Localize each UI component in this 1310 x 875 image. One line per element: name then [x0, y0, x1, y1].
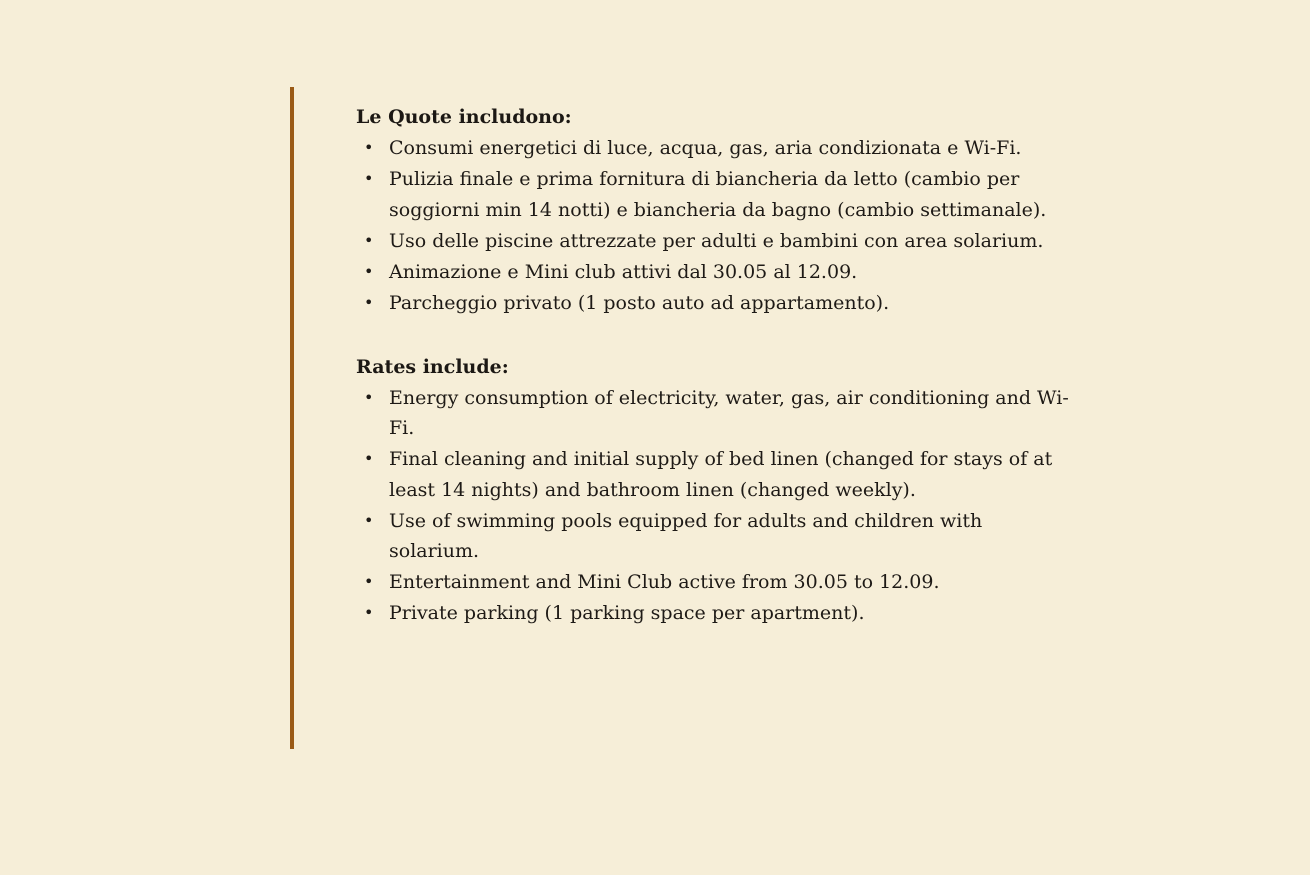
list-item	[356, 506, 1071, 567]
section-title-english: Rates include:	[356, 355, 509, 378]
list-item	[356, 226, 1071, 257]
list-item-text: Use of swimming pools equipped for adults and children with solarium.	[389, 509, 983, 562]
bullet-icon: •	[364, 603, 374, 622]
italian-list	[356, 133, 1071, 318]
list-item	[356, 257, 1071, 288]
list-item-text: Private parking (1 parking space per apartment).	[389, 602, 865, 624]
bullet-icon: •	[364, 169, 374, 188]
list-item-text: Energy consumption of electricity, water, gas, air conditioning and Wi-Fi.	[389, 386, 1069, 439]
list-item	[356, 567, 1071, 598]
bullet-icon: •	[364, 387, 374, 407]
list-item	[356, 133, 1071, 164]
bullet-icon: •	[364, 261, 374, 281]
list-item-text: Consumi energetici di luce, acqua, gas, aria condizionata e Wi-Fi.	[389, 137, 1022, 159]
list-item-text: Final cleaning and initial supply of bed linen (changed for stays of at least 14 nights) and bathroom linen (changed weekly).	[389, 448, 1053, 501]
list-item	[356, 164, 1071, 225]
bullet-icon: •	[364, 449, 374, 468]
list-item	[356, 288, 1071, 319]
list-item-text: Animazione e Mini club attivi dal 30.05 al 12.09.	[389, 260, 858, 283]
section-title-italian: Le Quote includono:	[356, 106, 572, 128]
vertical-accent-line	[290, 87, 294, 749]
english-list	[356, 383, 1071, 629]
list-item	[356, 444, 1071, 505]
section-italian	[356, 102, 1071, 318]
section-english	[356, 352, 1071, 629]
bullet-icon: •	[364, 510, 374, 530]
list-item	[356, 598, 1071, 629]
bullet-icon: •	[364, 230, 374, 250]
list-item-text: Parcheggio privato (1 posto auto ad appartamento).	[389, 291, 890, 314]
bullet-icon: •	[364, 138, 374, 157]
list-item	[356, 383, 1071, 444]
list-item-text: Uso delle piscine attrezzate per adulti e bambini con area solarium.	[389, 229, 1044, 252]
bullet-icon: •	[364, 292, 374, 312]
section-spacer	[356, 319, 1071, 352]
list-item-text: Entertainment and Mini Club active from 30.05 to 12.09.	[389, 571, 940, 593]
rates-content	[356, 102, 1071, 629]
bullet-icon: •	[364, 572, 374, 591]
list-item-text: Pulizia finale e prima fornitura di biancheria da letto (cambio per soggiorni min 14 notti) e biancheria da bagno (cambio settimanale).	[389, 168, 1047, 221]
